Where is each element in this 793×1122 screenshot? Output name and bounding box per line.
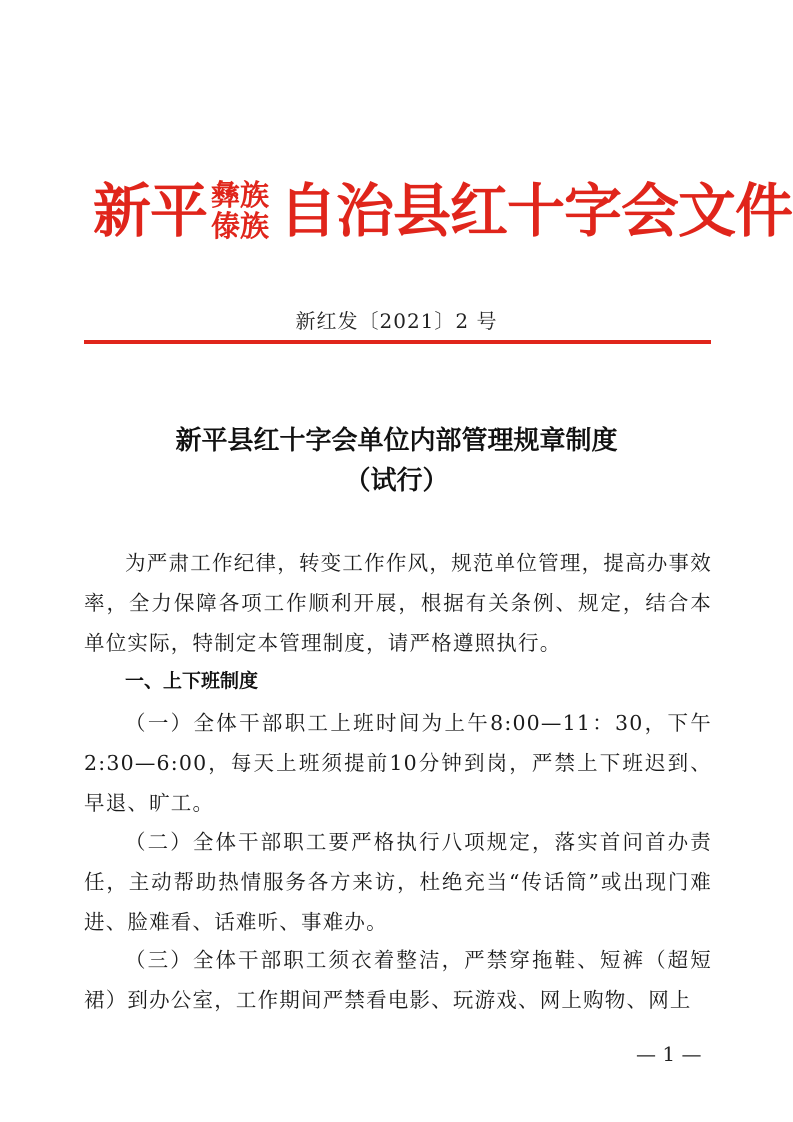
- intro-paragraph: 为严肃工作纪律，转变工作作风，规范单位管理，提高办事效率，全力保障各项工作顺利开展，根据有关条例、规定，结合本单位实际，特制定本管理制度，请严格遵照执行。: [84, 551, 712, 655]
- rule-item-1: （一）全体干部职工上班时间为上午8:00—11：30，下午2:30—6:00，每天上班须提前10分钟到岗，严禁上下班迟到、早退、旷工。: [84, 711, 712, 815]
- page-number: — 1 —: [636, 1042, 702, 1066]
- header-right-text: 自治县红十字会文件: [279, 177, 793, 245]
- document-number: 新红发〔2021〕2 号: [295, 309, 498, 333]
- rule-item-2: （二）全体干部职工要严格执行八项规定，落实首问首办责任，主动帮助热情服务各方来访，杜绝充当“传话筒”或出现门难进、脸难看、话难听、事难办。: [84, 830, 712, 934]
- header-stacked-text: [211, 180, 269, 242]
- document-subtitle: （试行）: [344, 466, 449, 496]
- document-header: [93, 168, 793, 248]
- section-heading: 一、上下班制度: [125, 670, 259, 692]
- header-stack-top: 彝族: [211, 178, 270, 212]
- header-left-text: 新平: [93, 177, 208, 245]
- header-stack-bottom: 傣族: [211, 209, 270, 243]
- header-red-rule: [84, 340, 711, 344]
- rule-item-3: （三）全体干部职工须衣着整洁，严禁穿拖鞋、短裤（超短裙）到办公室，工作期间严禁看电影、玩游戏、网上购物、网上: [84, 948, 712, 1012]
- document-title: 新平县红十字会单位内部管理规章制度: [175, 426, 618, 456]
